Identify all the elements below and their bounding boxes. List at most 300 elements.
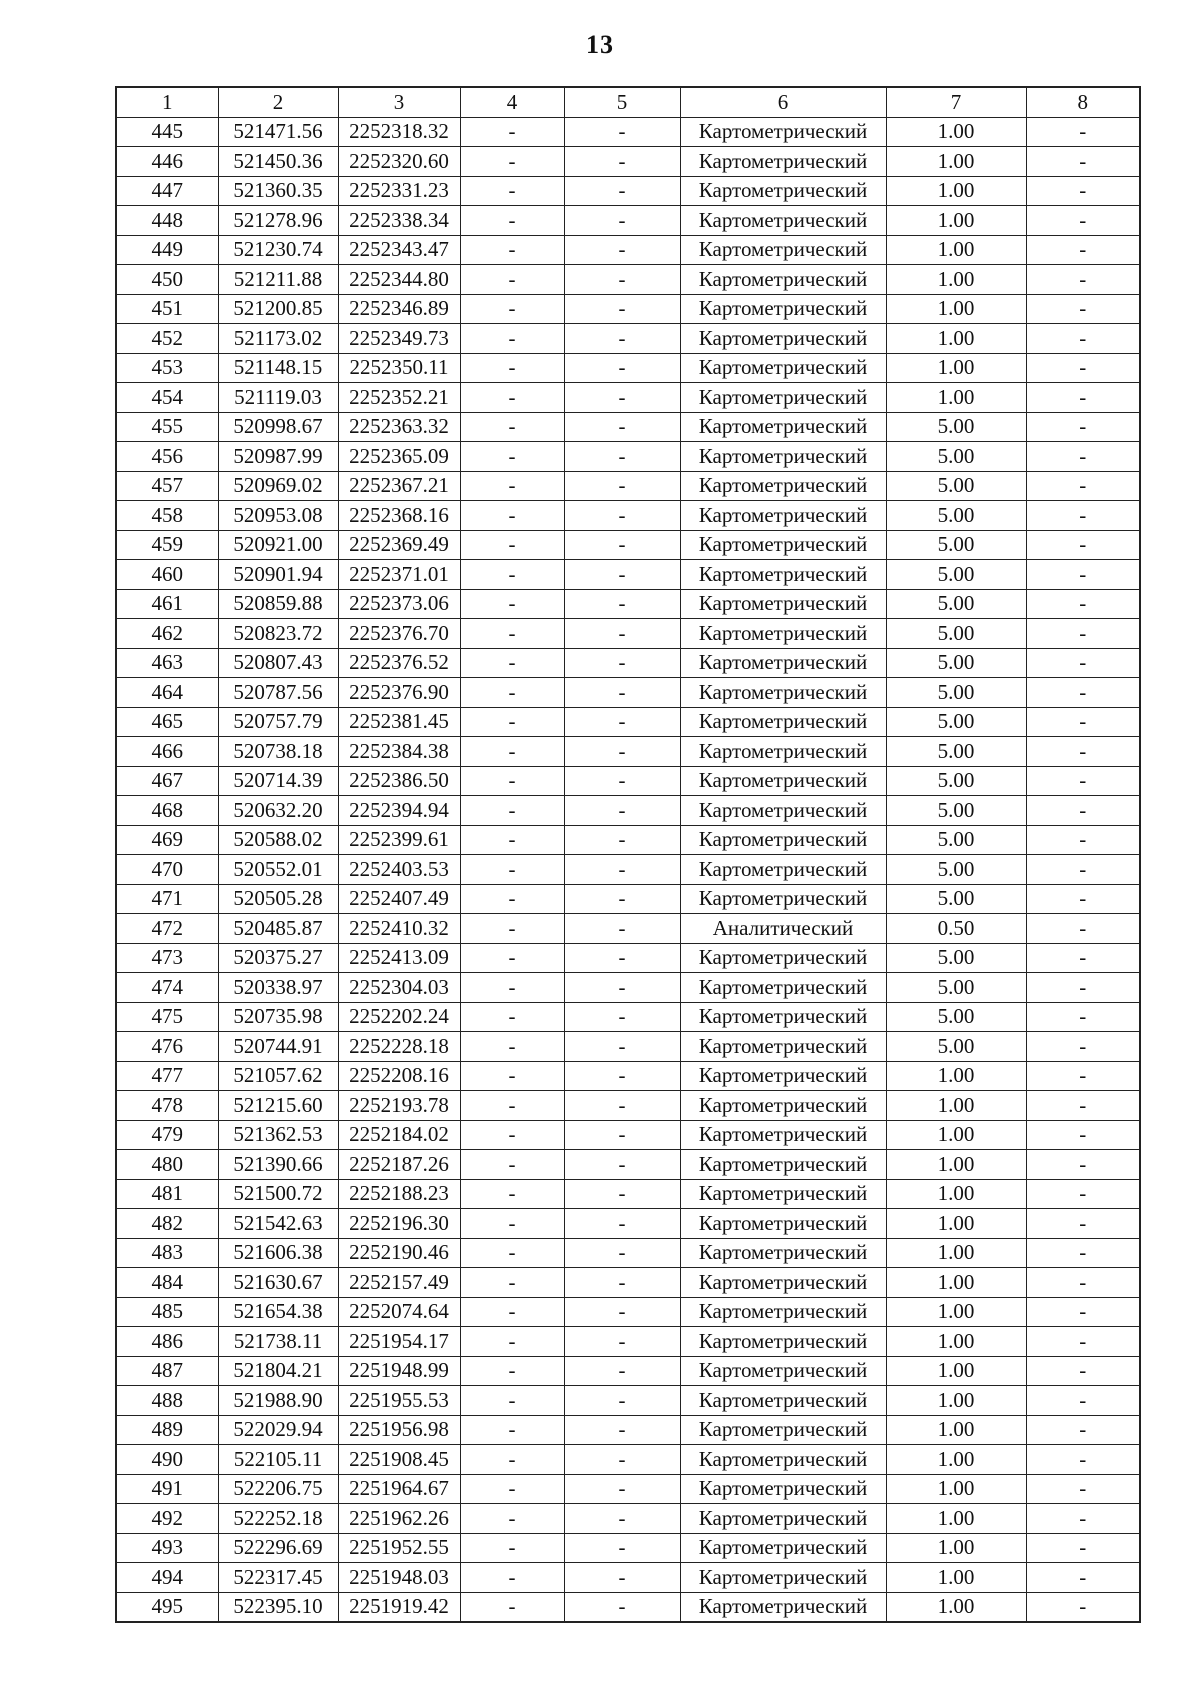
cell-accuracy: 5.00: [886, 530, 1026, 560]
cell-col-4: -: [460, 147, 564, 177]
cell-col-8: -: [1026, 678, 1140, 708]
cell-y-coordinate: 2252367.21: [338, 471, 460, 501]
cell-method: Картометрический: [680, 412, 886, 442]
cell-y-coordinate: 2252350.11: [338, 353, 460, 383]
cell-y-coordinate: 2252331.23: [338, 176, 460, 206]
cell-x-coordinate: 521654.38: [218, 1297, 338, 1327]
cell-col-4: -: [460, 1002, 564, 1032]
cell-accuracy: 1.00: [886, 1238, 1026, 1268]
cell-method: Картометрический: [680, 737, 886, 767]
cell-method: Картометрический: [680, 1415, 886, 1445]
table-row: [116, 707, 1140, 737]
cell-col-5: -: [564, 294, 680, 324]
column-header-4: 4: [460, 87, 564, 117]
cell-y-coordinate: 2251948.99: [338, 1356, 460, 1386]
cell-col-4: -: [460, 1445, 564, 1475]
cell-point-number: 481: [116, 1179, 218, 1209]
cell-y-coordinate: 2251908.45: [338, 1445, 460, 1475]
cell-point-number: 446: [116, 147, 218, 177]
cell-method: Картометрический: [680, 353, 886, 383]
cell-x-coordinate: 521119.03: [218, 383, 338, 413]
cell-col-5: -: [564, 1150, 680, 1180]
cell-x-coordinate: 520552.01: [218, 855, 338, 885]
cell-accuracy: 5.00: [886, 825, 1026, 855]
cell-col-5: -: [564, 1091, 680, 1121]
cell-point-number: 488: [116, 1386, 218, 1416]
cell-y-coordinate: 2251952.55: [338, 1533, 460, 1563]
column-header-2: 2: [218, 87, 338, 117]
cell-col-4: -: [460, 294, 564, 324]
table-row: [116, 1268, 1140, 1298]
cell-point-number: 489: [116, 1415, 218, 1445]
table-row: [116, 383, 1140, 413]
cell-point-number: 448: [116, 206, 218, 236]
cell-y-coordinate: 2252193.78: [338, 1091, 460, 1121]
cell-col-8: -: [1026, 1238, 1140, 1268]
cell-accuracy: 5.00: [886, 412, 1026, 442]
table-row: [116, 560, 1140, 590]
cell-y-coordinate: 2252349.73: [338, 324, 460, 354]
cell-col-8: -: [1026, 825, 1140, 855]
table-row: [116, 117, 1140, 147]
table-row: [116, 973, 1140, 1003]
cell-x-coordinate: 522029.94: [218, 1415, 338, 1445]
cell-accuracy: 5.00: [886, 619, 1026, 649]
cell-col-5: -: [564, 1415, 680, 1445]
cell-accuracy: 1.00: [886, 1297, 1026, 1327]
cell-y-coordinate: 2252157.49: [338, 1268, 460, 1298]
cell-col-8: -: [1026, 1386, 1140, 1416]
cell-accuracy: 5.00: [886, 678, 1026, 708]
cell-col-5: -: [564, 973, 680, 1003]
cell-col-8: -: [1026, 1327, 1140, 1357]
cell-point-number: 486: [116, 1327, 218, 1357]
cell-point-number: 459: [116, 530, 218, 560]
table-row: [116, 1386, 1140, 1416]
table-row: [116, 206, 1140, 236]
cell-col-4: -: [460, 1268, 564, 1298]
cell-col-5: -: [564, 501, 680, 531]
cell-y-coordinate: 2252376.52: [338, 648, 460, 678]
cell-x-coordinate: 521542.63: [218, 1209, 338, 1239]
table-row: [116, 1327, 1140, 1357]
cell-x-coordinate: 521738.11: [218, 1327, 338, 1357]
cell-col-5: -: [564, 825, 680, 855]
column-header-7: 7: [886, 87, 1026, 117]
cell-col-4: -: [460, 1356, 564, 1386]
cell-col-5: -: [564, 265, 680, 295]
cell-col-8: -: [1026, 530, 1140, 560]
cell-point-number: 451: [116, 294, 218, 324]
header-row: [116, 87, 1140, 117]
cell-point-number: 452: [116, 324, 218, 354]
cell-y-coordinate: 2252184.02: [338, 1120, 460, 1150]
table-row: [116, 1032, 1140, 1062]
cell-method: Картометрический: [680, 1445, 886, 1475]
cell-x-coordinate: 520823.72: [218, 619, 338, 649]
cell-col-5: -: [564, 648, 680, 678]
cell-method: Картометрический: [680, 1002, 886, 1032]
cell-col-4: -: [460, 442, 564, 472]
cell-y-coordinate: 2252384.38: [338, 737, 460, 767]
cell-col-5: -: [564, 1120, 680, 1150]
cell-x-coordinate: 520714.39: [218, 766, 338, 796]
cell-method: Картометрический: [680, 324, 886, 354]
cell-accuracy: 1.00: [886, 1179, 1026, 1209]
cell-accuracy: 5.00: [886, 589, 1026, 619]
cell-col-8: -: [1026, 265, 1140, 295]
cell-accuracy: 5.00: [886, 737, 1026, 767]
cell-col-5: -: [564, 1002, 680, 1032]
cell-y-coordinate: 2252346.89: [338, 294, 460, 324]
cell-accuracy: 5.00: [886, 884, 1026, 914]
cell-col-5: -: [564, 324, 680, 354]
cell-point-number: 462: [116, 619, 218, 649]
cell-x-coordinate: 520921.00: [218, 530, 338, 560]
cell-col-8: -: [1026, 1297, 1140, 1327]
table-row: [116, 1592, 1140, 1622]
cell-x-coordinate: 521148.15: [218, 353, 338, 383]
cell-col-8: -: [1026, 1563, 1140, 1593]
cell-y-coordinate: 2252363.32: [338, 412, 460, 442]
cell-col-8: -: [1026, 412, 1140, 442]
cell-accuracy: 1.00: [886, 1563, 1026, 1593]
cell-x-coordinate: 520588.02: [218, 825, 338, 855]
cell-col-4: -: [460, 1504, 564, 1534]
cell-accuracy: 1.00: [886, 1533, 1026, 1563]
cell-col-4: -: [460, 707, 564, 737]
cell-col-4: -: [460, 1474, 564, 1504]
cell-point-number: 490: [116, 1445, 218, 1475]
cell-method: Картометрический: [680, 560, 886, 590]
cell-accuracy: 1.00: [886, 1415, 1026, 1445]
cell-y-coordinate: 2251955.53: [338, 1386, 460, 1416]
cell-col-4: -: [460, 1061, 564, 1091]
cell-col-4: -: [460, 648, 564, 678]
cell-x-coordinate: 521278.96: [218, 206, 338, 236]
cell-point-number: 492: [116, 1504, 218, 1534]
cell-y-coordinate: 2252074.64: [338, 1297, 460, 1327]
cell-x-coordinate: 520859.88: [218, 589, 338, 619]
table-row: [116, 914, 1140, 944]
cell-col-5: -: [564, 1268, 680, 1298]
column-header-5: 5: [564, 87, 680, 117]
table-row: [116, 1179, 1140, 1209]
table-row: [116, 796, 1140, 826]
cell-col-8: -: [1026, 884, 1140, 914]
cell-x-coordinate: 520338.97: [218, 973, 338, 1003]
table-row: [116, 1150, 1140, 1180]
table-row: [116, 265, 1140, 295]
cell-x-coordinate: 520505.28: [218, 884, 338, 914]
cell-x-coordinate: 520485.87: [218, 914, 338, 944]
table-row: [116, 1297, 1140, 1327]
cell-accuracy: 1.00: [886, 324, 1026, 354]
table-row: [116, 1061, 1140, 1091]
table-row: [116, 353, 1140, 383]
cell-accuracy: 1.00: [886, 1091, 1026, 1121]
cell-x-coordinate: 521215.60: [218, 1091, 338, 1121]
cell-y-coordinate: 2252373.06: [338, 589, 460, 619]
cell-x-coordinate: 522252.18: [218, 1504, 338, 1534]
cell-accuracy: 1.00: [886, 1327, 1026, 1357]
cell-col-8: -: [1026, 1445, 1140, 1475]
cell-point-number: 453: [116, 353, 218, 383]
cell-y-coordinate: 2252304.03: [338, 973, 460, 1003]
cell-col-8: -: [1026, 796, 1140, 826]
cell-method: Картометрический: [680, 235, 886, 265]
cell-y-coordinate: 2252187.26: [338, 1150, 460, 1180]
cell-col-8: -: [1026, 589, 1140, 619]
cell-accuracy: 5.00: [886, 973, 1026, 1003]
cell-col-8: -: [1026, 1209, 1140, 1239]
cell-col-4: -: [460, 884, 564, 914]
table-row: [116, 855, 1140, 885]
table-row: [116, 678, 1140, 708]
cell-point-number: 458: [116, 501, 218, 531]
cell-y-coordinate: 2252413.09: [338, 943, 460, 973]
cell-method: Картометрический: [680, 1356, 886, 1386]
cell-col-8: -: [1026, 1592, 1140, 1622]
cell-method: Картометрический: [680, 1120, 886, 1150]
cell-y-coordinate: 2252403.53: [338, 855, 460, 885]
table-row: [116, 471, 1140, 501]
cell-y-coordinate: 2251962.26: [338, 1504, 460, 1534]
cell-point-number: 478: [116, 1091, 218, 1121]
cell-col-5: -: [564, 1445, 680, 1475]
cell-col-5: -: [564, 1504, 680, 1534]
cell-x-coordinate: 521988.90: [218, 1386, 338, 1416]
cell-accuracy: 5.00: [886, 648, 1026, 678]
cell-col-4: -: [460, 825, 564, 855]
cell-col-8: -: [1026, 1179, 1140, 1209]
cell-point-number: 480: [116, 1150, 218, 1180]
table-row: [116, 1563, 1140, 1593]
coordinates-table: [115, 86, 1141, 1623]
cell-method: Картометрический: [680, 471, 886, 501]
cell-point-number: 450: [116, 265, 218, 295]
cell-col-4: -: [460, 943, 564, 973]
cell-method: Картометрический: [680, 206, 886, 236]
column-header-1: 1: [116, 87, 218, 117]
cell-point-number: 472: [116, 914, 218, 944]
cell-y-coordinate: 2252318.32: [338, 117, 460, 147]
cell-col-5: -: [564, 943, 680, 973]
table-row: [116, 501, 1140, 531]
cell-method: Картометрический: [680, 1592, 886, 1622]
cell-col-5: -: [564, 737, 680, 767]
cell-method: Картометрический: [680, 884, 886, 914]
cell-method: Картометрический: [680, 117, 886, 147]
cell-col-5: -: [564, 707, 680, 737]
cell-x-coordinate: 521362.53: [218, 1120, 338, 1150]
cell-col-4: -: [460, 412, 564, 442]
cell-x-coordinate: 520738.18: [218, 737, 338, 767]
cell-accuracy: 5.00: [886, 501, 1026, 531]
cell-col-4: -: [460, 530, 564, 560]
cell-x-coordinate: 522105.11: [218, 1445, 338, 1475]
cell-col-5: -: [564, 206, 680, 236]
cell-method: Картометрический: [680, 855, 886, 885]
cell-col-5: -: [564, 147, 680, 177]
cell-x-coordinate: 520632.20: [218, 796, 338, 826]
cell-col-4: -: [460, 1150, 564, 1180]
cell-point-number: 485: [116, 1297, 218, 1327]
table-row: [116, 737, 1140, 767]
cell-method: Картометрический: [680, 1504, 886, 1534]
table-body: [116, 87, 1140, 1622]
cell-col-8: -: [1026, 1002, 1140, 1032]
cell-col-5: -: [564, 914, 680, 944]
cell-col-8: -: [1026, 1504, 1140, 1534]
cell-point-number: 479: [116, 1120, 218, 1150]
cell-col-4: -: [460, 265, 564, 295]
cell-x-coordinate: 521360.35: [218, 176, 338, 206]
cell-y-coordinate: 2252352.21: [338, 383, 460, 413]
cell-method: Картометрический: [680, 589, 886, 619]
cell-y-coordinate: 2252369.49: [338, 530, 460, 560]
cell-col-5: -: [564, 412, 680, 442]
cell-x-coordinate: 521230.74: [218, 235, 338, 265]
cell-col-4: -: [460, 176, 564, 206]
cell-accuracy: 1.00: [886, 1445, 1026, 1475]
cell-y-coordinate: 2252202.24: [338, 1002, 460, 1032]
cell-accuracy: 1.00: [886, 294, 1026, 324]
cell-method: Картометрический: [680, 1061, 886, 1091]
cell-col-4: -: [460, 766, 564, 796]
cell-x-coordinate: 521606.38: [218, 1238, 338, 1268]
cell-accuracy: 1.00: [886, 147, 1026, 177]
cell-accuracy: 1.00: [886, 206, 1026, 236]
cell-col-5: -: [564, 1356, 680, 1386]
cell-y-coordinate: 2252371.01: [338, 560, 460, 590]
cell-point-number: 445: [116, 117, 218, 147]
cell-col-8: -: [1026, 206, 1140, 236]
cell-col-4: -: [460, 796, 564, 826]
cell-col-8: -: [1026, 1533, 1140, 1563]
cell-col-5: -: [564, 1592, 680, 1622]
cell-x-coordinate: 521390.66: [218, 1150, 338, 1180]
cell-col-4: -: [460, 383, 564, 413]
cell-col-4: -: [460, 1032, 564, 1062]
cell-col-4: -: [460, 206, 564, 236]
table-row: [116, 1533, 1140, 1563]
cell-y-coordinate: 2252381.45: [338, 707, 460, 737]
cell-y-coordinate: 2252410.32: [338, 914, 460, 944]
cell-col-8: -: [1026, 471, 1140, 501]
cell-accuracy: 1.00: [886, 1150, 1026, 1180]
cell-col-4: -: [460, 914, 564, 944]
cell-method: Картометрический: [680, 1297, 886, 1327]
column-header-6: 6: [680, 87, 886, 117]
cell-method: Картометрический: [680, 1238, 886, 1268]
cell-col-5: -: [564, 1179, 680, 1209]
cell-accuracy: 5.00: [886, 560, 1026, 590]
cell-point-number: 467: [116, 766, 218, 796]
cell-y-coordinate: 2252376.70: [338, 619, 460, 649]
cell-col-4: -: [460, 1563, 564, 1593]
cell-accuracy: 5.00: [886, 471, 1026, 501]
table-row: [116, 1002, 1140, 1032]
cell-col-5: -: [564, 235, 680, 265]
table-row: [116, 1091, 1140, 1121]
cell-col-5: -: [564, 1238, 680, 1268]
cell-col-8: -: [1026, 1032, 1140, 1062]
cell-x-coordinate: 520787.56: [218, 678, 338, 708]
cell-point-number: 474: [116, 973, 218, 1003]
cell-x-coordinate: 522395.10: [218, 1592, 338, 1622]
cell-col-8: -: [1026, 914, 1140, 944]
cell-accuracy: 1.00: [886, 265, 1026, 295]
cell-method: Картометрический: [680, 1032, 886, 1062]
cell-col-4: -: [460, 1238, 564, 1268]
column-header-8: 8: [1026, 87, 1140, 117]
cell-accuracy: 1.00: [886, 1386, 1026, 1416]
cell-method: Картометрический: [680, 648, 886, 678]
cell-col-5: -: [564, 471, 680, 501]
cell-accuracy: 1.00: [886, 235, 1026, 265]
cell-col-5: -: [564, 1061, 680, 1091]
cell-col-5: -: [564, 619, 680, 649]
cell-point-number: 463: [116, 648, 218, 678]
cell-y-coordinate: 2251964.67: [338, 1474, 460, 1504]
cell-point-number: 475: [116, 1002, 218, 1032]
cell-col-4: -: [460, 589, 564, 619]
cell-col-4: -: [460, 324, 564, 354]
cell-col-4: -: [460, 1327, 564, 1357]
cell-col-8: -: [1026, 1415, 1140, 1445]
cell-point-number: 487: [116, 1356, 218, 1386]
cell-col-5: -: [564, 1386, 680, 1416]
cell-point-number: 460: [116, 560, 218, 590]
cell-y-coordinate: 2251954.17: [338, 1327, 460, 1357]
cell-col-8: -: [1026, 560, 1140, 590]
table-row: [116, 589, 1140, 619]
cell-col-8: -: [1026, 117, 1140, 147]
cell-col-8: -: [1026, 648, 1140, 678]
table-row: [116, 1356, 1140, 1386]
table-row: [116, 176, 1140, 206]
cell-col-8: -: [1026, 1356, 1140, 1386]
cell-col-4: -: [460, 1386, 564, 1416]
cell-col-8: -: [1026, 1091, 1140, 1121]
cell-y-coordinate: 2252376.90: [338, 678, 460, 708]
cell-point-number: 494: [116, 1563, 218, 1593]
table-row: [116, 294, 1140, 324]
cell-col-4: -: [460, 117, 564, 147]
cell-y-coordinate: 2252399.61: [338, 825, 460, 855]
table-row: [116, 1415, 1140, 1445]
table-row: [116, 619, 1140, 649]
cell-col-4: -: [460, 1297, 564, 1327]
cell-col-8: -: [1026, 353, 1140, 383]
cell-x-coordinate: 520375.27: [218, 943, 338, 973]
cell-col-5: -: [564, 353, 680, 383]
cell-point-number: 482: [116, 1209, 218, 1239]
cell-method: Картометрический: [680, 1327, 886, 1357]
cell-method: Картометрический: [680, 943, 886, 973]
cell-col-5: -: [564, 117, 680, 147]
cell-method: Картометрический: [680, 1563, 886, 1593]
table-row: [116, 884, 1140, 914]
cell-method: Картометрический: [680, 707, 886, 737]
cell-x-coordinate: 520969.02: [218, 471, 338, 501]
table-row: [116, 1474, 1140, 1504]
cell-x-coordinate: 521450.36: [218, 147, 338, 177]
cell-col-5: -: [564, 589, 680, 619]
table-row: [116, 1120, 1140, 1150]
cell-x-coordinate: 520744.91: [218, 1032, 338, 1062]
